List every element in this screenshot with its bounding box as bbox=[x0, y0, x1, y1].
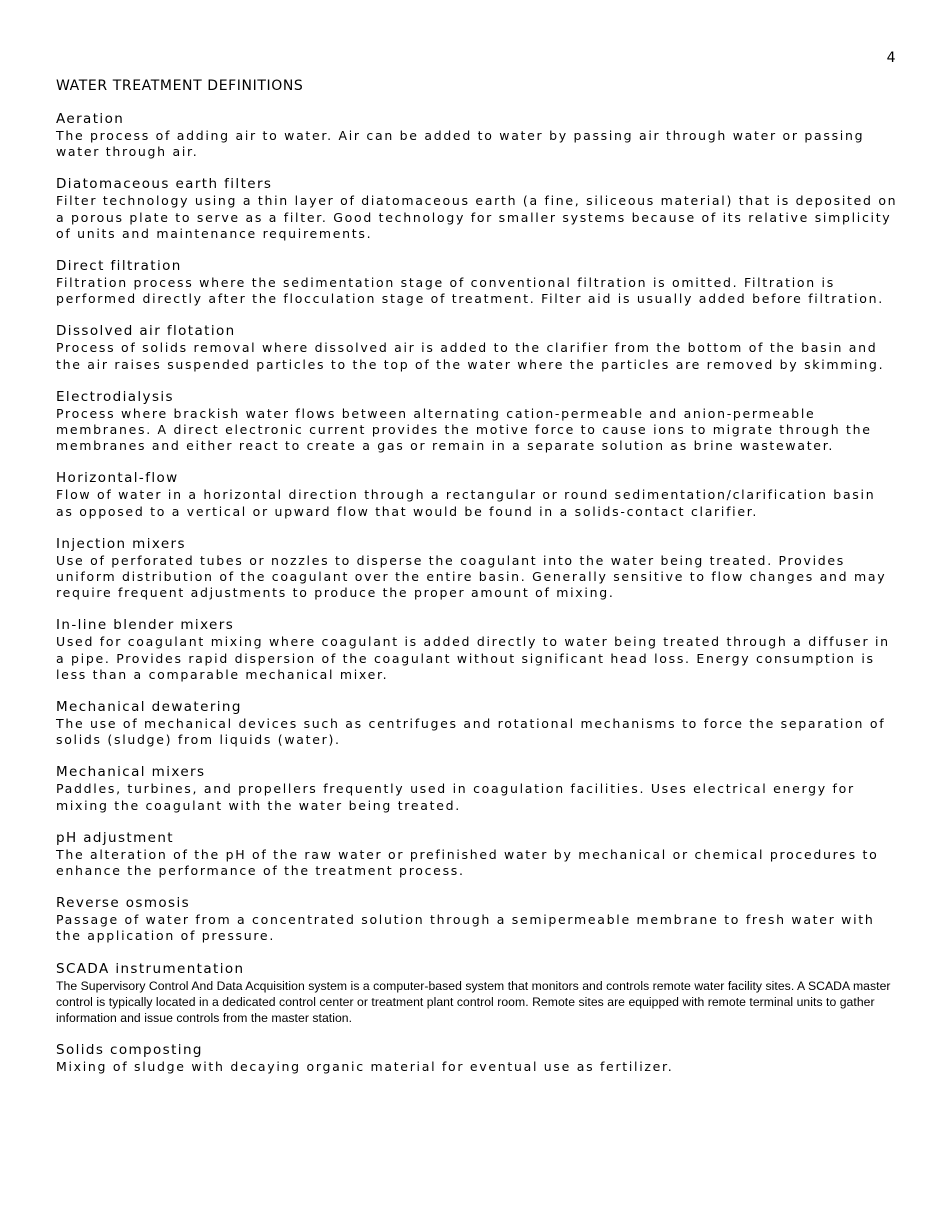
term-definition: Process of solids removal where dissolved air is added to the clarifier from the bottom of the basin and the air raises suspended particles to the top of the water where the particles are removed by skimming. bbox=[56, 340, 885, 372]
term-definition: Filtration process where the sedimentation stage of conventional filtration is omitted. Filtration is performed directly after the flocculation stage of treatment. Filter aid is usually added before filtration. bbox=[56, 275, 884, 307]
term-heading: Mechanical mixers bbox=[56, 764, 206, 781]
term-heading: Mechanical dewatering bbox=[56, 699, 242, 716]
term-heading: Direct filtration bbox=[56, 258, 182, 275]
term-definition: The Supervisory Control And Data Acquisition system is a computer-based system that monitors and controls remote water facility sites. A SCADA master control is typically located in a dedicated control center or treatment plant control room. Remote sites are equipped with remote terminal units to gather information and issue controls from the master station. bbox=[56, 978, 891, 1026]
definition-entry-direct-filtration bbox=[56, 258, 898, 307]
definition-entry-ph-adjustment bbox=[56, 830, 898, 879]
definition-entry-diatomaceous-earth-filters bbox=[56, 176, 898, 242]
term-heading: pH adjustment bbox=[56, 829, 174, 846]
term-definition: Flow of water in a horizontal direction through a rectangular or round sedimentation/clarification basin as opposed to a vertical or upward flow that would be found in a solids-contact clarifier. bbox=[56, 487, 876, 519]
term-heading: Injection mixers bbox=[56, 535, 186, 552]
term-heading: Aeration bbox=[56, 111, 125, 127]
definition-entry-mechanical-mixers bbox=[56, 764, 898, 813]
term-heading: Solids composting bbox=[56, 1042, 203, 1059]
term-heading: Reverse osmosis bbox=[56, 895, 191, 912]
definition-entry-in-line-blender-mixers bbox=[56, 617, 898, 683]
definition-entry-dissolved-air-flotation bbox=[56, 323, 898, 372]
term-heading: Electrodialysis bbox=[56, 388, 174, 405]
definition-entry-injection-mixers bbox=[56, 536, 898, 602]
term-definition: Use of perforated tubes or nozzles to disperse the coagulant into the water being treated. Provides uniform distribution of the coagulant over the entire basin. Generally sensitive to flow changes and may require frequent adjustments to produce the proper amount of mixing. bbox=[56, 552, 887, 601]
definition-entry-solids-composting bbox=[56, 1042, 898, 1075]
term-definition: The alteration of the pH of the raw water or prefinished water by mechanical or chemical procedures to enhance the performance of the treatment process. bbox=[56, 846, 879, 879]
page-number: 4 bbox=[886, 50, 896, 66]
definition-entry-reverse-osmosis bbox=[56, 895, 898, 944]
definition-entry-electrodialysis bbox=[56, 389, 898, 455]
page-title: WATER TREATMENT DEFINITIONS bbox=[56, 78, 304, 94]
term-definition: Used for coagulant mixing where coagulant is added directly to water being treated through a diffuser in a pipe. Provides rapid dispersion of the coagulant without significant head loss. Energy consumption is less than a comparable mechanical mixer. bbox=[56, 634, 890, 682]
term-heading: Dissolved air flotation bbox=[56, 323, 236, 340]
term-heading: In-line blender mixers bbox=[56, 617, 235, 634]
term-heading: Horizontal-flow bbox=[56, 470, 179, 487]
term-definition: The process of adding air to water. Air can be added to water by passing air through water or passing water through air. bbox=[56, 128, 865, 160]
definition-entry-horizontal-flow bbox=[56, 470, 898, 519]
term-heading: SCADA instrumentation bbox=[56, 960, 245, 977]
term-definition: Mixing of sludge with decaying organic material for eventual use as fertilizer. bbox=[56, 1059, 674, 1075]
document-body bbox=[56, 77, 898, 1092]
term-definition: Process where brackish water flows between alternating cation-permeable and anion-permeable membranes. A direct electronic current provides the motive force to cause ions to migrate through the membranes and either react to create a gas or remain in a separate solution as brine wastewater. bbox=[56, 405, 872, 454]
term-definition: Filter technology using a thin layer of diatomaceous earth (a fine, siliceous material) that is deposited on a porous plate to serve as a filter. Good technology for smaller systems because of its relative simplicity of units and maintenance requirements. bbox=[56, 193, 898, 241]
definition-entry-mechanical-dewatering bbox=[56, 699, 898, 748]
term-definition: The use of mechanical devices such as centrifuges and rotational mechanisms to force the separation of solids (sludge) from liquids (water). bbox=[56, 716, 886, 748]
term-definition: Passage of water from a concentrated solution through a semipermeable membrane to fresh water with the application of pressure. bbox=[56, 912, 875, 944]
term-heading: Diatomaceous earth filters bbox=[56, 176, 273, 193]
definition-entry-scada-instrumentation bbox=[56, 961, 898, 1027]
definition-entry-aeration bbox=[56, 111, 898, 160]
term-definition: Paddles, turbines, and propellers frequently used in coagulation facilities. Uses electrical energy for mixing the coagulant with the water being treated. bbox=[56, 781, 855, 813]
